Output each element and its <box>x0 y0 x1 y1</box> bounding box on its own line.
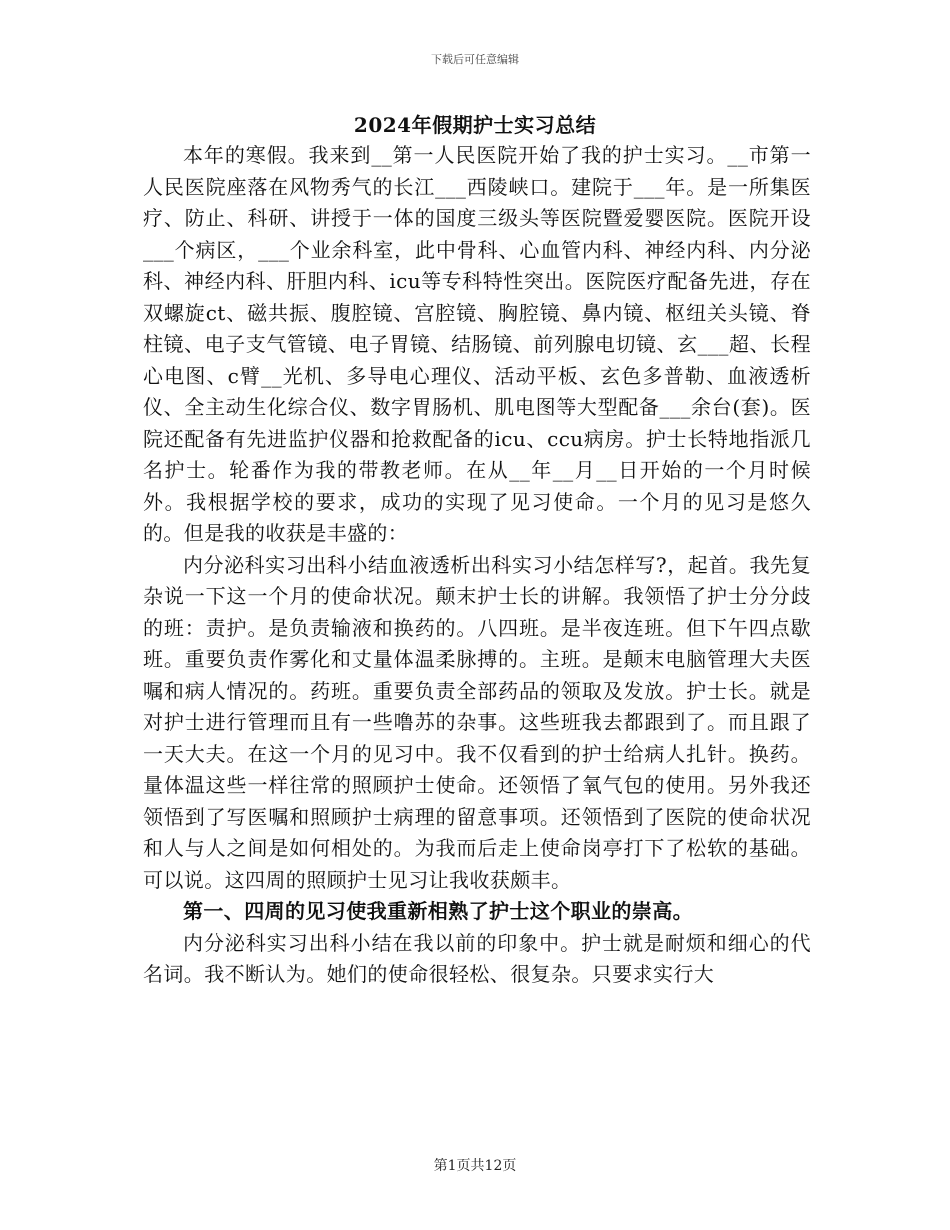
page-number: 第1页共12页 <box>433 1158 517 1174</box>
header-note: 下载后可任意编辑 <box>431 53 519 66</box>
paragraph-work-summary: 内分泌科实习出科小结血液透析出科实习小结怎样写?，起首。我先复杂说一下这一个月的使命状况。颠末护士长的讲解。我领悟了护士分分歧的班：责护。是负责输液和换药的。八四班。是半夜连班。但下午四点歇班。重要负责作雾化和丈量体温柔脉搏的。主班。是颠末电脑管理大夫医嘱和病人情况的。药班。重要负责全部药品的领取及发放。护士长。就是对护士进行管理而且有一些噜苏的杂事。这些班我去都跟到了。而且跟了一天大夫。在这一个月的见习中。我不仅看到的护士给病人扎针。换药。量体温这些一样往常的照顾护士使命。还领悟了氧气包的使用。另外我还领悟到了写医嘱和照顾护士病理的留意事项。还领悟到了医院的使命状况和人与人之间是如何相处的。为我而后走上使命岗亭打下了松软的基础。可以说。这四周的照顾护士见习让我收获颇丰。 <box>143 552 811 892</box>
document-title: 2024年假期护士实习总结 <box>353 113 597 137</box>
paragraph-intro: 本年的寒假。我来到__第一人民医院开始了我的护士实习。__市第一人民医院座落在风物秀气的长江___西陵峡口。建院于___年。是一所集医疗、防止、科研、讲授于一体的国度三级头等医院暨爱婴医院。医院开设___个病区，___个业余科室，此中骨科、心血管内科、神经内科、内分泌科、神经内科、肝胆内科、icu等专科特性突出。医院医疗配备先进，存在双螺旋ct、磁共振、腹腔镜、宫腔镜、胸腔镜、鼻内镜、枢纽关头镜、脊柱镜、电子支气管镜、电子胃镜、结肠镜、前列腺电切镜、玄___超、长程心电图、c臂__光机、多导电心理仪、活动平板、玄色多普勒、血液透析仪、全主动生化综合仪、数字胃肠机、肌电图等大型配备___余台(套)。医院还配备有先进监护仪器和抢救配备的icu、ccu病房。护士长特地指派几名护士。轮番作为我的带教老师。在从__年__月__日开始的一个月时候外。我根据学校的要求，成功的实现了见习使命。一个月的见习是悠久的。但是我的收获是丰盛的： <box>143 143 811 545</box>
paragraph-section-one: 内分泌科实习出科小结在我以前的印象中。护士就是耐烦和细心的代名词。我不断认为。她们的使命很轻松、很复杂。只要求实行大 <box>143 930 811 986</box>
section-heading: 第一、四周的见习使我重新相熟了护士这个职业的崇高。 <box>183 899 693 923</box>
document-body <box>143 140 811 991</box>
